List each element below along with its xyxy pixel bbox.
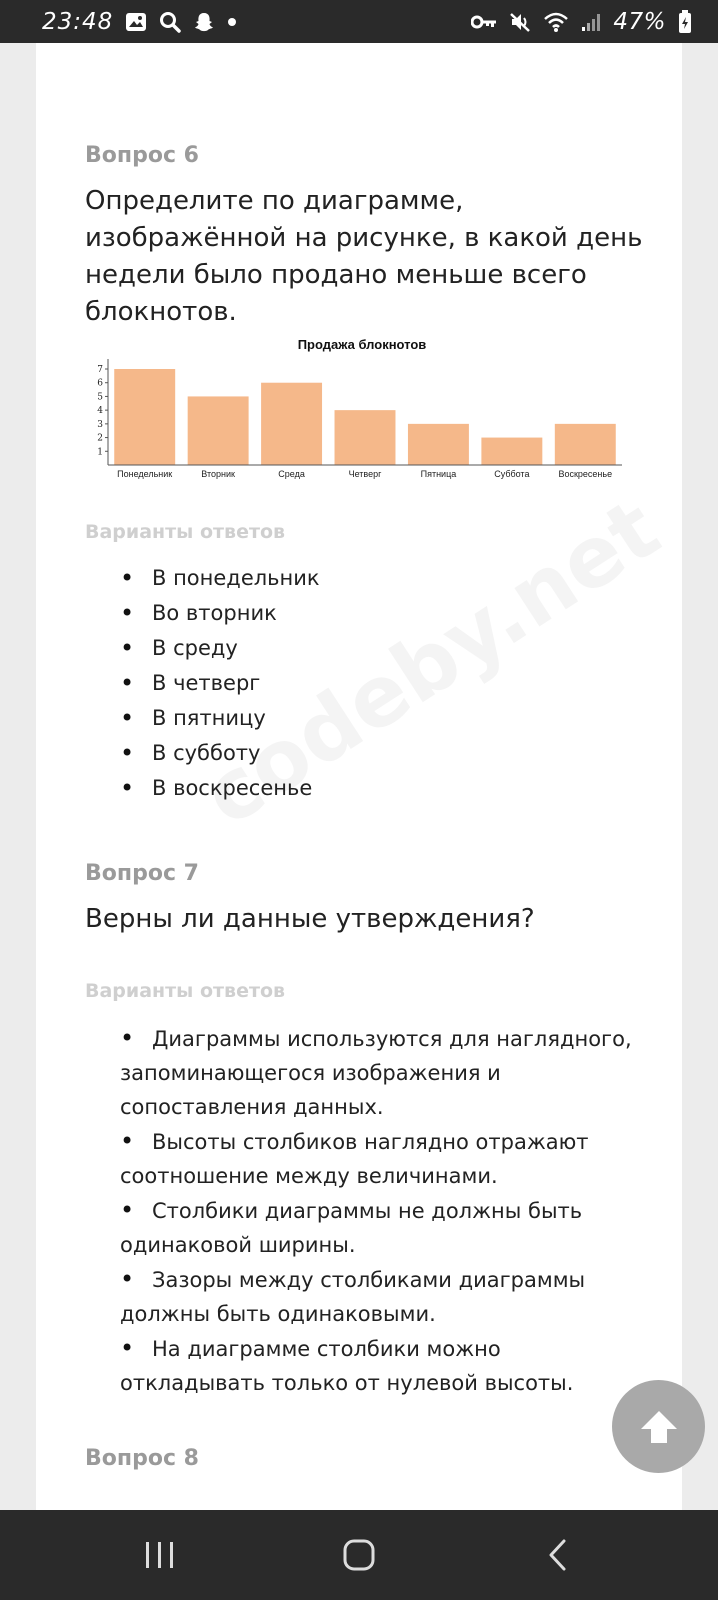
search-icon [159,11,181,33]
question-6-answers-label: Варианты ответов [85,521,286,543]
statement-item [120,1193,640,1262]
statement-item [120,1262,640,1331]
y-tick-label: 3 [97,419,103,430]
chart-bar [555,424,616,465]
image-icon [125,12,147,32]
statement-text: Диаграммы используются для наглядного, запоминающегося изображения и сопоставления данных. [120,1027,632,1119]
navigation-bar [0,1510,718,1600]
chart-bar [408,424,469,465]
bullet: • [120,1196,135,1224]
key-icon [471,14,497,30]
chart-bar [261,383,322,465]
answer-option: • В пятницу [120,701,320,736]
statement-text: Зазоры между столбиками диаграммы должны быть одинаковыми. [120,1268,586,1326]
notebook-sales-chart [90,325,635,490]
statement-text: Высоты столбиков наглядно отражают соотношение между величинами. [120,1130,589,1188]
question-7-text: Верны ли данные утверждения? [85,904,535,934]
mute-icon [509,11,531,33]
chart-svg [90,325,635,490]
arrow-up-icon [637,1405,681,1449]
x-tick-label: Четверг [348,469,382,479]
status-time: 23:48 [42,8,114,35]
chart-title: Продажа блокнотов [297,337,427,352]
chart-bar [335,410,396,465]
content-card [36,43,682,1510]
dot-icon [227,17,237,27]
statement-item [120,1021,640,1124]
scroll-to-top-button[interactable] [612,1380,705,1473]
recent-apps-button[interactable] [130,1525,190,1585]
chart-bar [481,438,542,465]
battery-icon [678,10,692,34]
back-icon [546,1538,570,1572]
bullet: • [120,1127,135,1155]
statement-text: Столбики диаграммы не должны быть одинаковой ширины. [120,1199,583,1257]
x-tick-label: Вторник [201,469,235,479]
statement-text: На диаграмме столбики можно откладывать только от нулевой высоты. [120,1337,574,1395]
chart-bar [114,369,175,465]
answer-option: • В понедельник [120,561,320,596]
bullet: • [120,1265,135,1293]
question-6-label: Вопрос 6 [85,143,199,168]
question-6-text: Определите по диаграмме, изображённой на рисунке, в какой день недели было продано меньше всего блокнотов. [85,186,643,327]
statement-item [120,1124,640,1193]
question-8-label: Вопрос 8 [85,1446,199,1471]
bullet: • [120,1334,135,1362]
chart-bar [188,396,249,465]
y-tick-label: 5 [97,392,103,403]
battery-percent: 47% [613,8,666,35]
home-button[interactable] [329,1525,389,1585]
y-tick-label: 1 [97,447,103,458]
answer-option: • Во вторник [120,596,320,631]
recent-apps-icon [143,1540,177,1570]
bullet: • [120,1024,135,1052]
back-button[interactable] [528,1525,588,1585]
x-tick-label: Воскресенье [558,469,613,479]
y-tick-label: 4 [97,406,103,417]
signal-icon [581,12,601,32]
question-7-label: Вопрос 7 [85,861,199,886]
question-7-answers-label: Варианты ответов [85,980,286,1002]
y-tick-label: 6 [97,378,103,389]
y-tick-label: 2 [97,433,103,444]
x-tick-label: Суббота [494,469,530,479]
answer-option: • В четверг [120,666,320,701]
snapchat-icon [193,11,215,33]
answer-option: • В воскресенье [120,771,320,806]
status-bar [0,0,718,43]
home-icon [342,1538,376,1572]
x-tick-label: Понедельник [117,469,173,479]
y-tick-label: 7 [97,365,103,375]
question-6-answers [120,561,320,806]
question-7-statements [120,1021,640,1400]
x-tick-label: Среда [278,469,305,479]
x-tick-label: Пятница [420,469,457,479]
wifi-icon [543,11,569,33]
answer-option: • В среду [120,631,320,666]
answer-option: • В субботу [120,736,320,771]
statement-item [120,1331,640,1400]
